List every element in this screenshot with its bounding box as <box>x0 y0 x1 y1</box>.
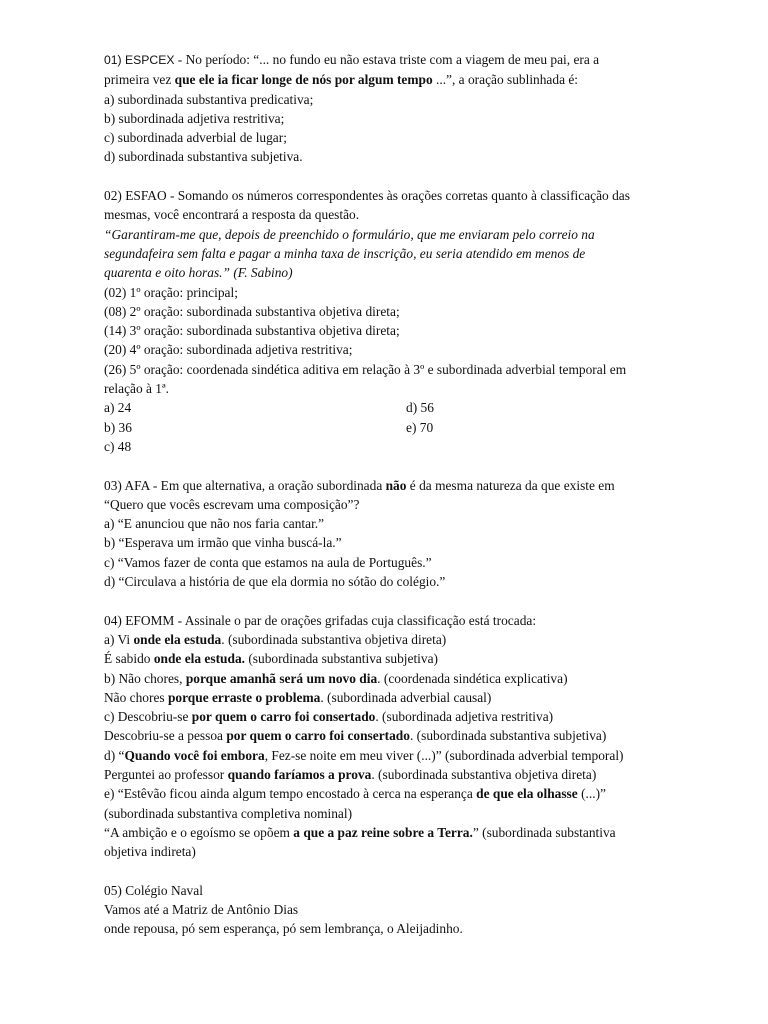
q4-e-2: (subordinada substantiva completiva nominal) <box>104 805 353 821</box>
q1-option-a: a) subordinada substantiva predicativa; <box>104 91 314 107</box>
q1-option-d: d) subordinada substantiva subjetiva. <box>104 149 303 165</box>
q2-option-e: e) 70 <box>406 419 434 435</box>
q4-e-4: objetiva indireta) <box>104 844 196 860</box>
q3-line-2: “Quero que vocês escrevam uma composição”? <box>104 496 360 512</box>
q3-option-d: d) “Circulava a história de que ela dormia no sótão do colégio.” <box>104 574 446 590</box>
q2-option-a: a) 24 <box>104 400 132 416</box>
q5-line-1: 05) Colégio Naval <box>104 882 203 898</box>
q4-d-2: Perguntei ao professor quando faríamos a prova. (subordinada substantiva objetiva direta) <box>104 766 597 782</box>
q1-line-1 <box>104 50 664 70</box>
q1-option-b: b) subordinada adjetiva restritiva; <box>104 110 285 126</box>
q4-c-1: c) Descobriu-se por quem o carro foi consertado. (subordinada adjetiva restritiva) <box>104 709 554 725</box>
q2-option-c: c) 48 <box>104 438 132 454</box>
q2-item-14: (14) 3º oração: subordinada substantiva objetiva direta; <box>104 323 400 339</box>
q2-line-2: mesmas, você encontrará a resposta da questão. <box>104 207 360 223</box>
q5-line-2: Vamos até a Matriz de Antônio Dias <box>104 902 299 918</box>
q2-options-row-1 <box>104 398 664 417</box>
q2-item-08: (08) 2º oração: subordinada substantiva objetiva direta; <box>104 303 400 319</box>
q3-line-1: 03) AFA - Em que alternativa, a oração subordinada não é da mesma natureza da que existe em <box>104 477 615 493</box>
q2-quote-1: “Garantiram-me que, depois de preenchido o formulário, que me enviaram pelo correio na <box>104 226 595 242</box>
q2-line-1: 02) ESFAO - Somando os números correspondentes às orações corretas quanto à classificação das <box>104 188 630 204</box>
q2-item-20: (20) 4º oração: subordinada adjetiva restritiva; <box>104 342 353 358</box>
q2-item-26: (26) 5º oração: coordenada sindética aditiva em relação à 3º e subordinada adverbial temporal em <box>104 361 627 377</box>
q4-a-1: a) Vi onde ela estuda. (subordinada substantiva objetiva direta) <box>104 631 447 647</box>
q2-quote-2: segundafeira sem falta e pagar a minha taxa de inscrição, eu seria atendido em menos de <box>104 245 586 261</box>
document-page <box>104 50 664 939</box>
q2-quote-3: quarenta e oito horas.” (F. Sabino) <box>104 265 293 281</box>
q3-option-b: b) “Esperava um irmão que vinha buscá-la.” <box>104 535 342 551</box>
q2-option-b: b) 36 <box>104 419 132 435</box>
q4-c-2: Descobriu-se a pessoa por quem o carro foi consertado. (subordinada substantiva subjetiva) <box>104 728 607 744</box>
q1-highlight: que ele ia ficar longe de nós por algum tempo <box>174 72 433 88</box>
q2-item-26-cont: relação à 1ª. <box>104 381 170 397</box>
q2-option-d: d) 56 <box>406 400 434 416</box>
q1-option-c: c) subordinada adverbial de lugar; <box>104 130 287 146</box>
q4-line-1: 04) EFOMM - Assinale o par de orações grifadas cuja classificação está trocada: <box>104 612 537 628</box>
q1-number: 01) ESPCEX <box>104 53 175 67</box>
q4-e-1: e) “Estêvão ficou ainda algum tempo encostado à cerca na esperança de que ela olhasse (...)” <box>104 786 606 802</box>
q4-b-1: b) Não chores, porque amanhã será um novo dia. (coordenada sindética explicativa) <box>104 670 568 686</box>
q1-line-2: primeira vez que ele ia ficar longe de nós por algum tempo ...”, a oração sublinhada é: <box>104 72 579 88</box>
q2-options-row-2 <box>104 418 664 437</box>
q4-b-2: Não chores porque erraste o problema. (subordinada adverbial causal) <box>104 689 492 705</box>
q4-e-3: “A ambição e o egoísmo se opõem a que a paz reine sobre a Terra.” (subordinada substantiva <box>104 824 616 840</box>
q4-a-2: É sabido onde ela estuda. (subordinada substantiva subjetiva) <box>104 651 438 667</box>
q4-d-1: d) “Quando você foi embora, Fez-se noite em meu viver (...)” (subordinada adverbial temporal) <box>104 747 624 763</box>
q2-item-02: (02) 1º oração: principal; <box>104 284 238 300</box>
q3-option-c: c) “Vamos fazer de conta que estamos na aula de Português.” <box>104 554 432 570</box>
q3-option-a: a) “E anunciou que não nos faria cantar.” <box>104 516 325 532</box>
q5-line-3: onde repousa, pó sem esperança, pó sem lembrança, o Aleijadinho. <box>104 921 463 937</box>
q1-text-1: - No período: “... no fundo eu não estava triste com a viagem de meu pai, era a <box>174 52 600 67</box>
